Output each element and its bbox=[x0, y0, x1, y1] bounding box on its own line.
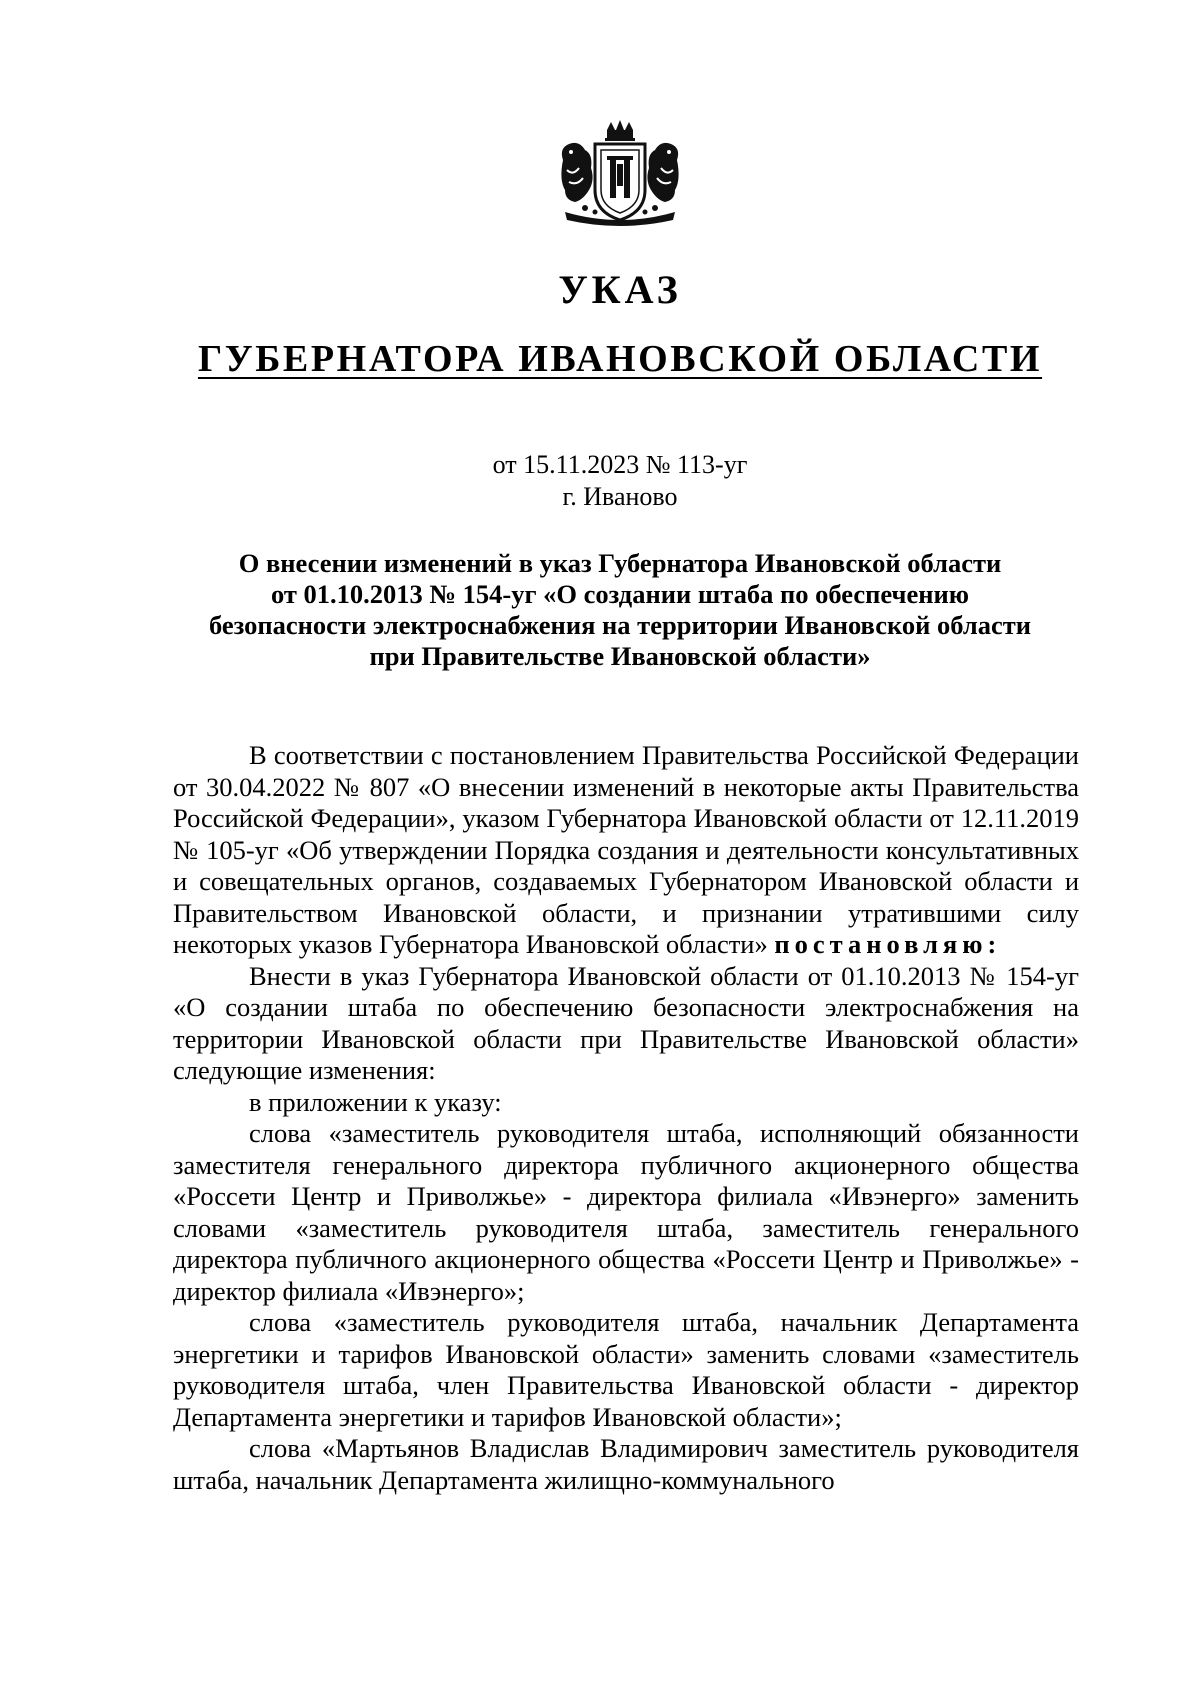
document-issuer bbox=[0, 336, 1200, 382]
paragraph-appendix: в приложении к указу: bbox=[249, 1086, 502, 1117]
document-issuer-text: ГУБЕРНАТОРА ИВАНОВСКОЙ ОБЛАСТИ bbox=[197, 338, 1043, 380]
city: г. Иваново bbox=[562, 482, 678, 511]
coat-of-arms-icon bbox=[555, 120, 685, 227]
document-meta bbox=[0, 449, 1200, 513]
title-line: от 01.10.2013 № 154-уг «О создании штаба по обеспечению bbox=[270, 579, 969, 609]
document-type: УКАЗ bbox=[558, 267, 682, 312]
document-body bbox=[173, 740, 1079, 1496]
paragraph-preamble bbox=[173, 740, 1079, 961]
decree-word: постановляю: bbox=[774, 929, 1002, 959]
document-title bbox=[160, 548, 1080, 672]
title-line: при Правительстве Ивановской области» bbox=[369, 641, 871, 671]
date-number: от 15.11.2023 № 113-уг bbox=[492, 450, 748, 479]
paragraph-amend: Внести в указ Губернатора Ивановской области от 01.10.2013 № 154-уг «О создании штаба по обеспечению безопасности электроснабжения на территории Ивановской области при Правительстве Ивановской области» следующие изменения: bbox=[173, 960, 1079, 1085]
title-line: безопасности электроснабжения на территории Ивановской области bbox=[208, 610, 1032, 640]
title-line: О внесении изменений в указ Губернатора Ивановской области bbox=[238, 548, 1002, 578]
paragraph-change-3: слова «Мартьянов Владислав Владимирович заместитель руководителя штаба, начальник Департамента жилищно-коммунального bbox=[173, 1433, 1079, 1495]
paragraph-change-2: слова «заместитель руководителя штаба, начальник Департамента энергетики и тарифов Ивановской области» заменить словами «заместитель руководителя штаба, член Правительства Ивановской области - директор Департамента энергетики и тарифов Ивановской области»; bbox=[173, 1307, 1079, 1432]
paragraph-change-1: слова «заместитель руководителя штаба, исполняющий обязанности заместителя генерального директора публичного акционерного общества «Россети Центр и Приволжье» - директора филиала «Ивэнерго» заменить словами «заместитель руководителя штаба, заместитель генерального директора публичного акционерного общества «Россети Центр и Приволжье» - директор филиала «Ивэнерго»; bbox=[173, 1118, 1079, 1306]
preamble-text: В соответствии с постановлением Правительства Российской Федерации от 30.04.2022 № 807 «О внесении изменений в некоторые акты Правительства Российской Федерации», указом Губернатора Ивановской области от 12.11.2019 № 105-уг «Об утверждении Порядка создания и деятельности консультативных и совещательных органов, создаваемых Губернатором Ивановской области и Правительством Ивановской области, и признании утратившими силу некоторых указов Губернатора Ивановской области» bbox=[173, 740, 1079, 959]
